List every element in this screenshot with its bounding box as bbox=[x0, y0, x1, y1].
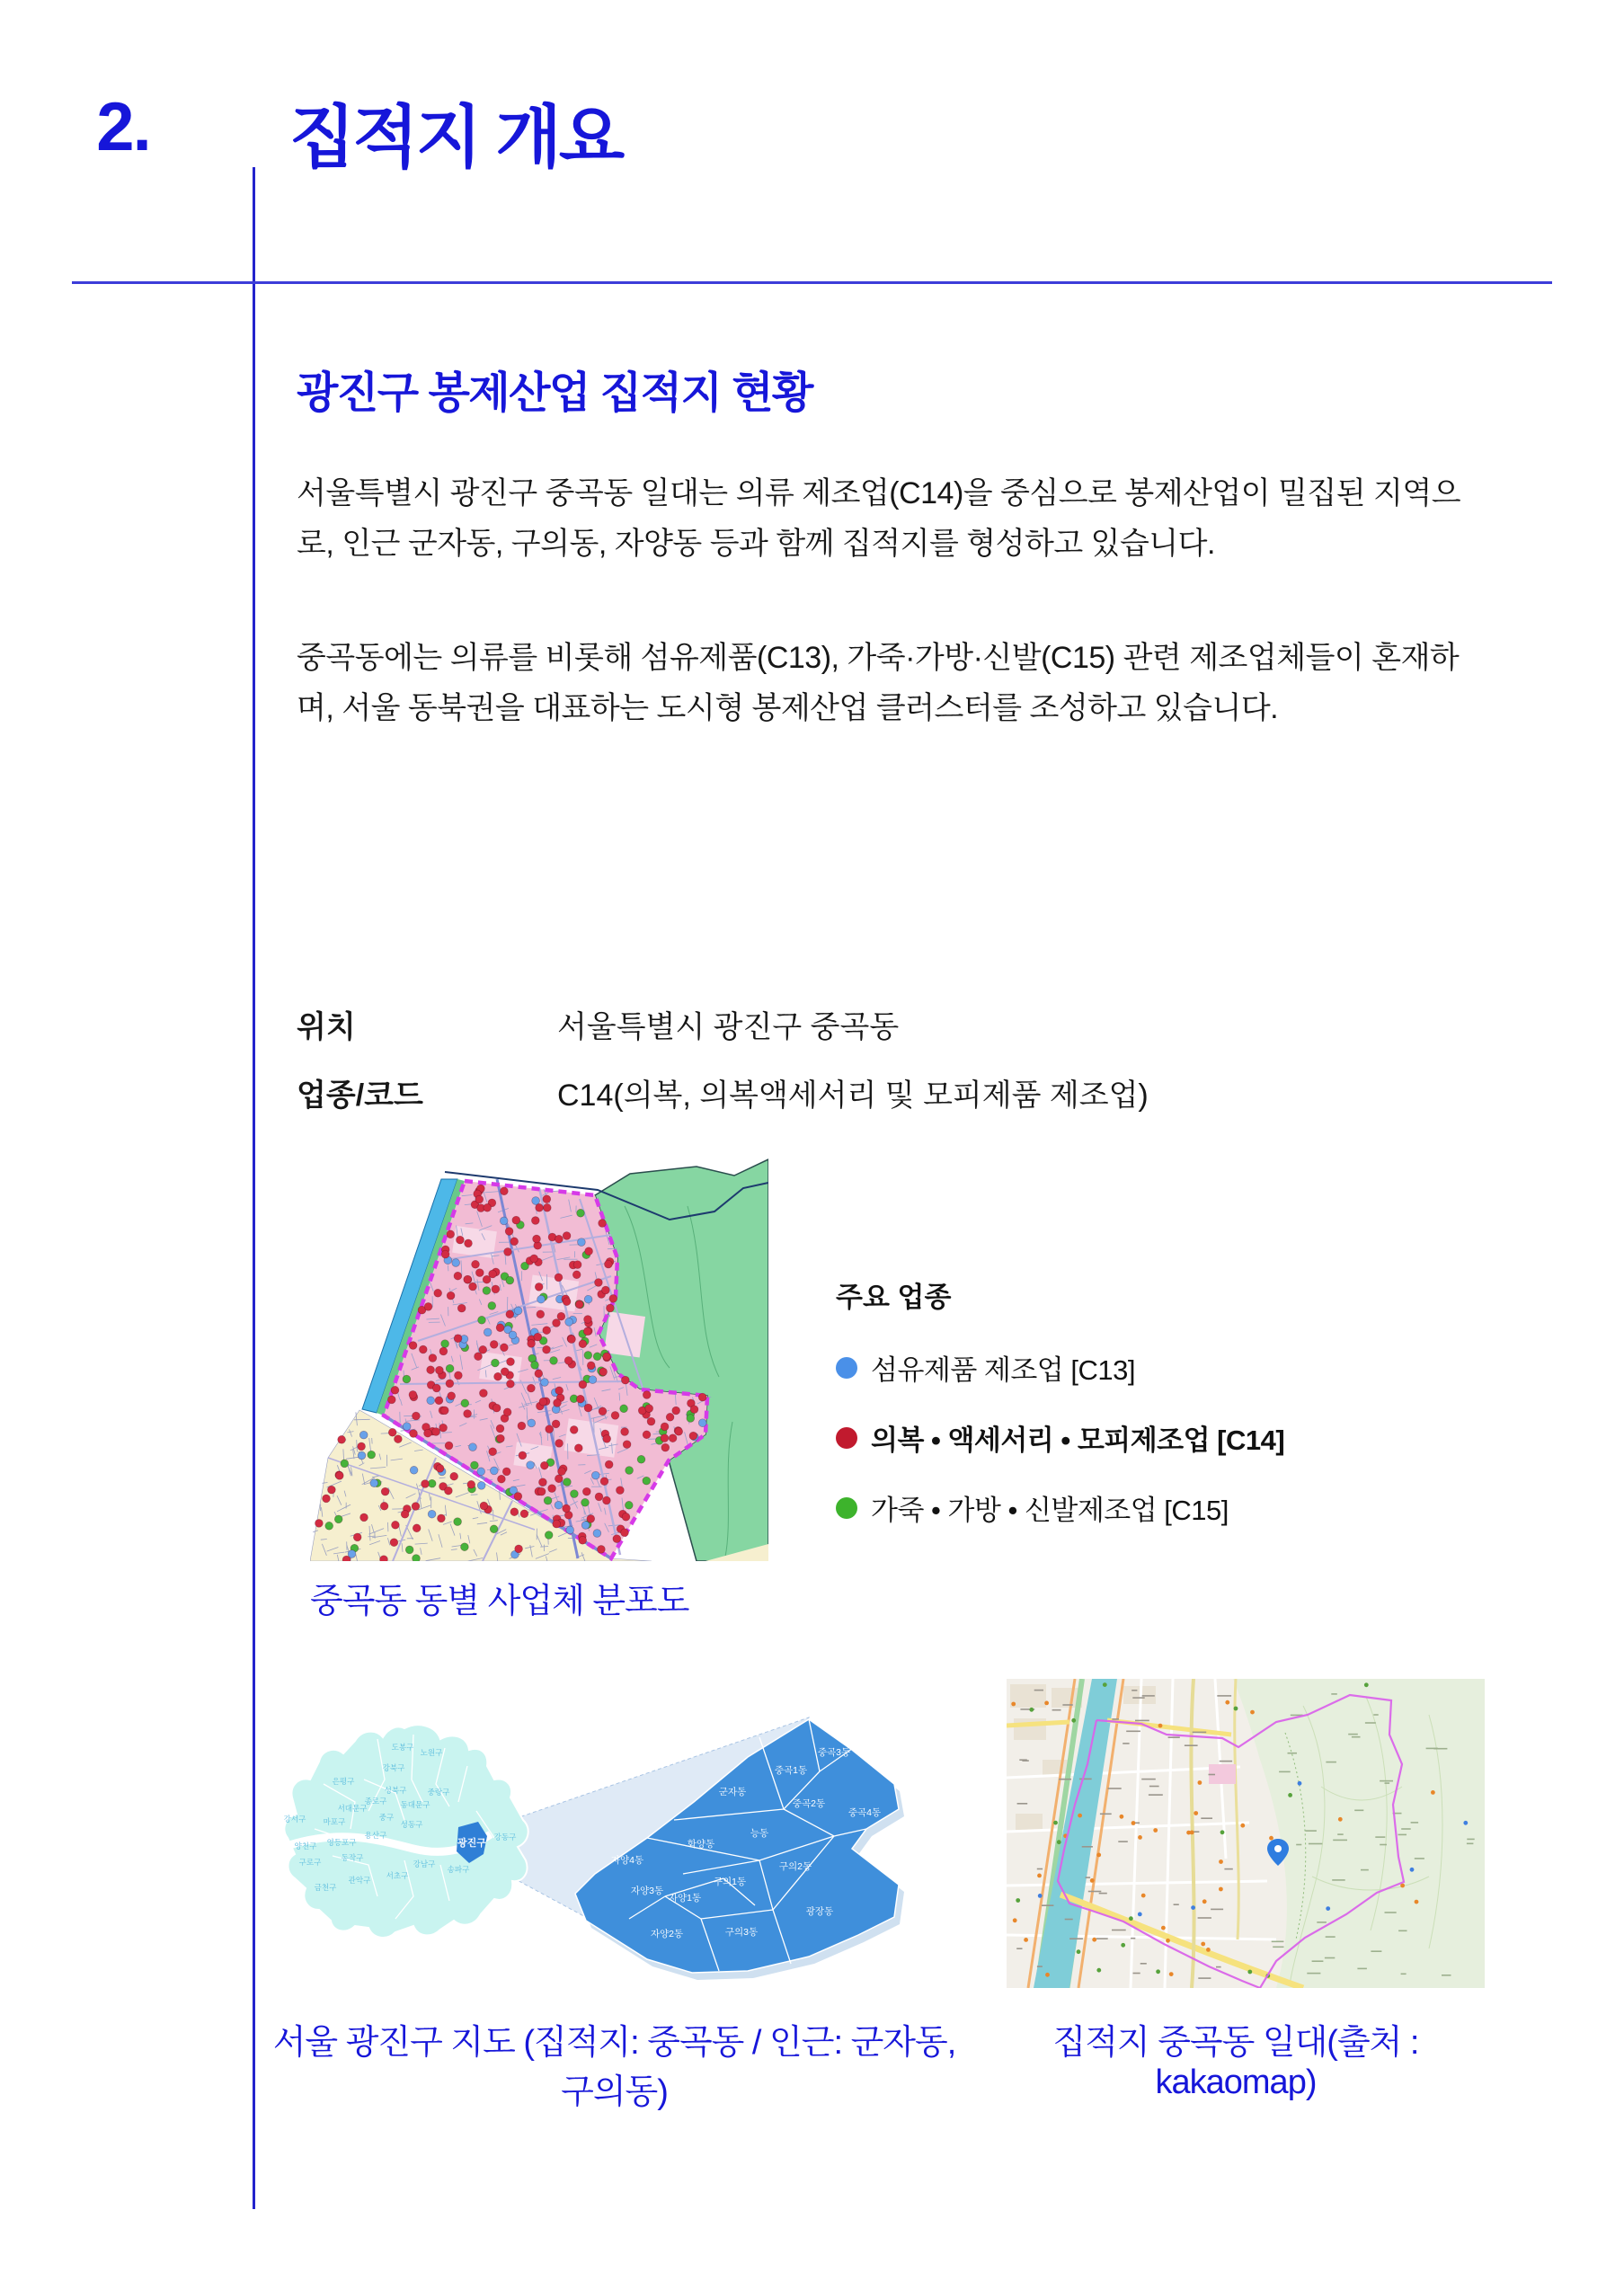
dong-label: 자양3동 bbox=[630, 1886, 664, 1896]
seoul-district-label: 강서구 bbox=[283, 1815, 306, 1824]
seoul-gwangjin-map bbox=[270, 1694, 957, 2000]
seoul-district-label: 강북구 bbox=[382, 1763, 405, 1772]
seoul-district-label: 노원구 bbox=[420, 1748, 443, 1757]
legend-dot-icon bbox=[836, 1497, 857, 1519]
info-row bbox=[297, 1002, 1149, 1046]
seoul-district-label: 은평구 bbox=[332, 1777, 355, 1786]
info-label: 업종/코드 bbox=[297, 1078, 423, 1113]
legend-item bbox=[836, 1487, 1284, 1528]
kakao-map-caption: 집적지 중곡동 일대(출처 : kakaomap) bbox=[1052, 2024, 1419, 2101]
dong-label: 화양동 bbox=[687, 1839, 715, 1850]
legend-dot-icon bbox=[836, 1357, 857, 1379]
dong-label: 자양2동 bbox=[650, 1929, 684, 1939]
legend-label: 가죽 • 가방 • 신발제조업 [C15] bbox=[871, 1495, 1229, 1526]
seoul-district-label: 관악구 bbox=[348, 1876, 371, 1885]
seoul-district-label: 강남구 bbox=[413, 1859, 436, 1868]
legend-item bbox=[836, 1347, 1284, 1388]
dong-label: 중곡4동 bbox=[847, 1807, 882, 1818]
seoul-district-label: 서대문구 bbox=[337, 1804, 368, 1813]
kakao-map bbox=[1007, 1679, 1485, 1988]
dong-label: 구의1동 bbox=[713, 1877, 747, 1887]
legend-label: 의복 • 액세서리 • 모피제조업 [C14] bbox=[871, 1424, 1285, 1456]
seoul-district-label: 서초구 bbox=[386, 1871, 409, 1880]
info-value: 서울특별시 광진구 중곡동 bbox=[557, 1010, 900, 1044]
section-title: 광진구 봉제산업 집적지 현황 bbox=[297, 369, 812, 417]
chapter-title: 집적지 개요 bbox=[289, 100, 623, 176]
industry-legend bbox=[836, 1274, 1284, 1528]
seoul-district-label: 중구 bbox=[378, 1813, 395, 1822]
dong-label: 중곡2동 bbox=[792, 1798, 826, 1809]
seoul-district-label: 강동구 bbox=[493, 1833, 517, 1842]
dong-label: 군자동 bbox=[718, 1787, 747, 1797]
seoul-district-label: 구로구 bbox=[298, 1858, 322, 1867]
seoul-district-label: 종로구 bbox=[364, 1797, 387, 1806]
seoul-district-label: 금천구 bbox=[314, 1883, 337, 1892]
legend-label: 섬유제품 제조업 [C13] bbox=[871, 1354, 1135, 1386]
dong-label: 자양1동 bbox=[668, 1893, 702, 1904]
seoul-district-label: 도봉구 bbox=[391, 1743, 414, 1752]
dong-label: 자양4동 bbox=[610, 1855, 644, 1866]
horizontal-divider bbox=[72, 281, 1552, 284]
vertical-divider bbox=[253, 167, 255, 2209]
dong-label: 중곡1동 bbox=[774, 1765, 808, 1776]
seoul-district-label: 동작구 bbox=[341, 1853, 364, 1862]
dot-map-caption: 중곡동 동별 사업체 분포도 bbox=[310, 1583, 689, 1620]
legend-title: 주요 업종 bbox=[836, 1282, 952, 1313]
seoul-district-label: 영등포구 bbox=[326, 1838, 357, 1847]
info-label: 위치 bbox=[297, 1010, 356, 1044]
chapter-number: 2. bbox=[96, 89, 150, 165]
dong-label: 중곡3동 bbox=[817, 1747, 851, 1758]
info-value: C14(의복, 의복액세서리 및 모피제품 제조업) bbox=[557, 1078, 1149, 1113]
seoul-district-label: 중랑구 bbox=[427, 1788, 450, 1797]
seoul-district-label: 성동구 bbox=[400, 1820, 423, 1829]
info-table bbox=[297, 1002, 1149, 1139]
info-row bbox=[297, 1070, 1149, 1114]
seoul-district-label: 용산구 bbox=[364, 1831, 387, 1840]
legend-item bbox=[836, 1417, 1284, 1458]
paragraph-2: 중곡동에는 의류를 비롯해 섬유제품(C13), 가죽·가방·신발(C15) 관련 제조업체들이 혼재하며, 서울 동북권을 대표하는 도시형 봉제산업 클러스터를 조성하고 있습니다. bbox=[297, 641, 1460, 725]
legend-items bbox=[836, 1347, 1284, 1528]
seoul-district-label: 성북구 bbox=[384, 1786, 407, 1795]
dot-distribution-map bbox=[310, 1152, 768, 1561]
seoul-district-label: 마포구 bbox=[323, 1817, 346, 1826]
legend-dot-icon bbox=[836, 1427, 857, 1449]
seoul-district-label: 동대문구 bbox=[400, 1800, 430, 1809]
paragraph-1: 서울특별시 광진구 중곡동 일대는 의류 제조업(C14)을 중심으로 봉제산업이 밀집된 지역으로, 인근 군자동, 구의동, 자양동 등과 함께 집적지를 형성하고 있습니다. bbox=[297, 476, 1461, 561]
location-pin-dot bbox=[1274, 1845, 1282, 1852]
dong-label: 구의3동 bbox=[724, 1927, 759, 1938]
seoul-district-label: 송파구 bbox=[447, 1865, 470, 1874]
dong-label: 능동 bbox=[750, 1828, 769, 1839]
district-map-caption: 서울 광진구 지도 (집적지: 중곡동 / 인근: 군자동, 구의동) bbox=[272, 2024, 956, 2111]
seoul-district-label: 양천구 bbox=[294, 1842, 317, 1850]
dong-label: 광장동 bbox=[805, 1906, 834, 1917]
gwangjin-label: 광진구 bbox=[457, 1838, 486, 1849]
dong-label: 구의2동 bbox=[778, 1861, 812, 1872]
